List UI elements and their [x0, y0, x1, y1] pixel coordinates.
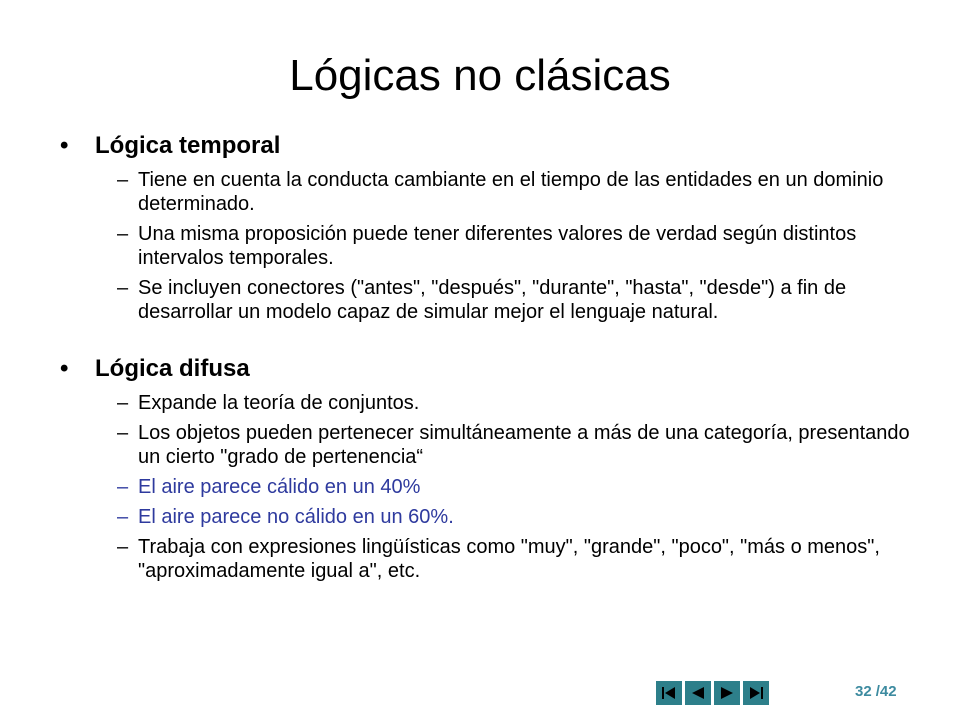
list-item-text: Se incluyen conectores ("antes", "después", "durante", "hasta", "desde") a fin de desarrollar un modelo capaz de simular mejor el lenguaje natural. — [138, 277, 847, 323]
section-heading-text: Lógica temporal — [95, 132, 281, 159]
slide-navigation — [656, 681, 769, 705]
previous-page-icon — [689, 685, 707, 701]
next-slide-button[interactable] — [714, 681, 740, 705]
next-page-icon — [718, 685, 736, 701]
dash-icon: – — [117, 506, 129, 528]
dash-icon: – — [117, 277, 129, 299]
dash-icon: – — [117, 392, 129, 414]
total-pages: /42 — [875, 683, 897, 700]
first-page-icon — [660, 685, 678, 701]
page-indicator — [855, 683, 897, 700]
dash-icon: – — [117, 169, 129, 191]
section-heading — [60, 349, 910, 389]
section-heading-text: Lógica difusa — [95, 355, 250, 382]
last-slide-button[interactable] — [743, 681, 769, 705]
bullet-icon: • — [60, 355, 69, 382]
slide-title: Lógicas no clásicas — [289, 51, 671, 100]
list-item-text: Expande la teoría de conjuntos. — [138, 392, 420, 414]
dash-icon: – — [117, 476, 129, 498]
sub-item-list — [60, 391, 910, 583]
list-item-text: El aire parece cálido en un 40% — [138, 476, 421, 498]
sub-item-list — [60, 168, 910, 324]
list-item-text: Tiene en cuenta la conducta cambiante en el tiempo de las entidades en un dominio determinado. — [138, 169, 884, 215]
list-item-text: Trabaja con expresiones lingüísticas como "muy", "grande", "poco", "más o menos", "aproximadamente igual a", etc. — [138, 536, 880, 582]
slide-content — [60, 126, 910, 583]
list-item-highlighted — [117, 475, 910, 499]
list-item-text: Una misma proposición puede tener diferentes valores de verdad según distintos intervalos temporales. — [138, 223, 857, 269]
list-item — [117, 391, 910, 415]
section-logica-temporal — [60, 126, 910, 324]
current-page-number: 32 — [855, 683, 872, 700]
list-item — [117, 421, 910, 469]
section-heading — [60, 126, 910, 166]
previous-slide-button[interactable] — [685, 681, 711, 705]
list-item-text: Los objetos pueden pertenecer simultáneamente a más de una categoría, presentando un cierto "grado de pertenencia“ — [138, 422, 910, 468]
bullet-icon: • — [60, 132, 69, 159]
section-logica-difusa — [60, 349, 910, 583]
last-page-icon — [747, 685, 765, 701]
list-item-text: El aire parece no cálido en un 60%. — [138, 506, 454, 528]
dash-icon: – — [117, 223, 129, 245]
dash-icon: – — [117, 536, 129, 558]
list-item — [117, 222, 910, 270]
list-item — [117, 535, 910, 583]
list-item — [117, 168, 910, 216]
dash-icon: – — [117, 422, 129, 444]
list-item-highlighted — [117, 505, 910, 529]
list-item — [117, 276, 910, 324]
first-slide-button[interactable] — [656, 681, 682, 705]
